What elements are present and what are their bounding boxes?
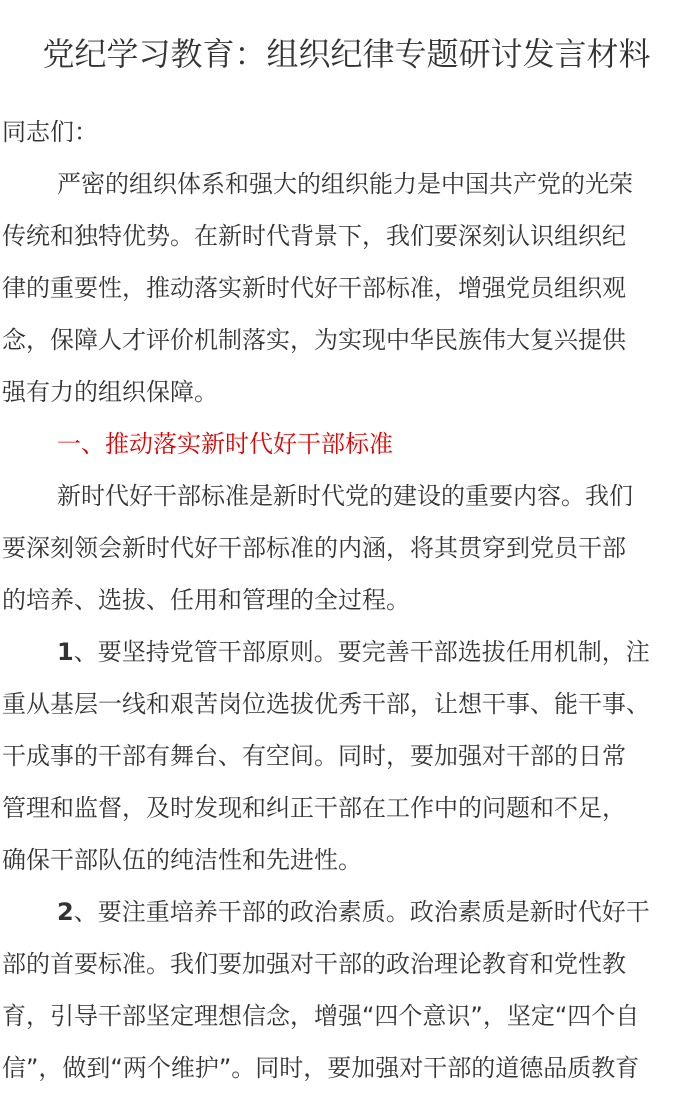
document-body — [0, 106, 693, 1094]
section-body-line: 新时代好干部标准是新时代党的建设的重要内容。我们 — [57, 482, 633, 510]
document-title: 党纪学习教育：组织纪律专题研讨发言材料 — [42, 35, 651, 73]
item-2-first-line — [2, 886, 693, 938]
item-2-line: 育，引导干部坚定理想信念，增强“四个意识”，坚定“四个自 — [2, 1002, 640, 1030]
item-1-first-line — [2, 626, 693, 678]
item-1-first-line-text: 、要坚持党管干部原则。要完善干部选拔任用机制，注 — [73, 638, 650, 666]
section-body-line: 的培养、选拔、任用和管理的全过程。 — [2, 586, 410, 614]
section-body-line: 要深刻领会新时代好干部标准的内涵，将其贯穿到党员干部 — [2, 534, 626, 562]
intro-line: 传统和独特优势。在新时代背景下，我们要深刻认识组织纪 — [2, 222, 626, 250]
item-2-number: 2 — [57, 898, 74, 926]
intro-line: 律的重要性，推动落实新时代好干部标准，增强党员组织观 — [2, 274, 626, 302]
item-2-line: 部的首要标准。我们要加强对干部的政治理论教育和党性教 — [2, 950, 626, 978]
item-2-line: 信”，做到“两个维护”。同时，要加强对干部的道德品质教育 — [2, 1054, 640, 1082]
intro-line: 严密的组织体系和强大的组织能力是中国共产党的光荣 — [57, 170, 633, 198]
item-2-first-line-text: 、要注重培养干部的政治素质。政治素质是新时代好干 — [73, 898, 650, 926]
intro-line: 念，保障人才评价机制落实，为实现中华民族伟大复兴提供 — [2, 326, 626, 354]
item-1-line: 管理和监督，及时发现和纠正干部在工作中的问题和不足， — [2, 794, 626, 822]
item-1-number: 1 — [57, 638, 74, 666]
section-heading: 一、推动落实新时代好干部标准 — [57, 430, 393, 458]
salutation: 同志们： — [2, 118, 98, 146]
item-1-line: 确保干部队伍的纯洁性和先进性。 — [2, 846, 362, 874]
item-1-line: 重从基层一线和艰苦岗位选拔优秀干部，让想干事、能干事、 — [2, 690, 650, 718]
intro-line: 强有力的组织保障。 — [2, 378, 218, 406]
item-1-line: 干成事的干部有舞台、有空间。同时，要加强对干部的日常 — [2, 742, 626, 770]
